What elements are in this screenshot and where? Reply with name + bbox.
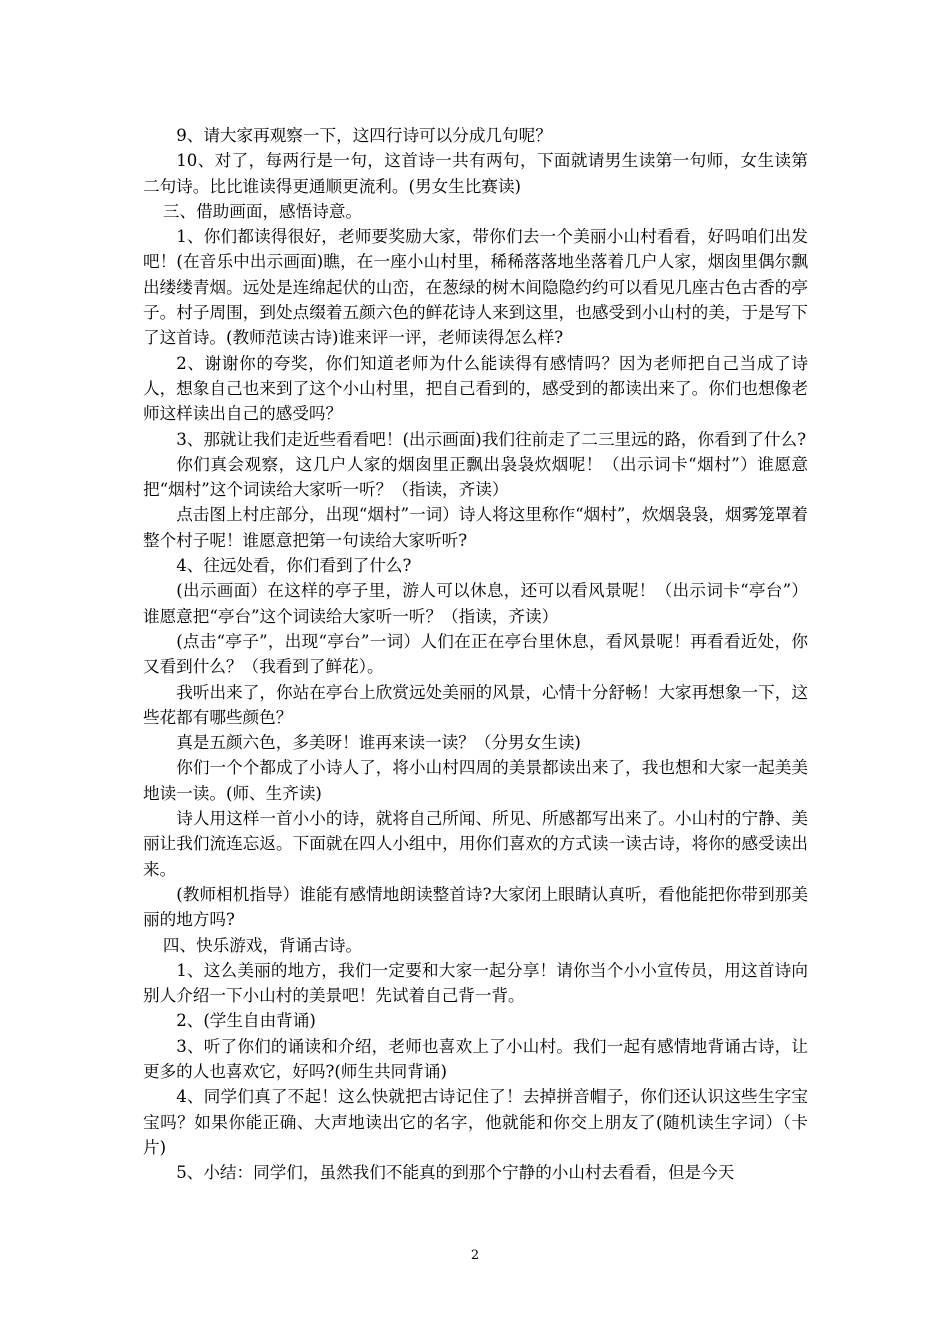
section-heading: 三、借助画面，感悟诗意。 xyxy=(162,201,363,221)
paragraph: (点击“亭子”，出现“亭台”一词）人们在正在亭台里休息，看风景呢！再看看近处，你又看到什么？（我看到了鲜花）。 xyxy=(143,631,808,677)
section-heading: 四、快乐游戏，背诵古诗。 xyxy=(162,935,363,955)
paragraph: (出示画面）在这样的亭子里，游人可以休息，还可以看风景呢！（出示词卡“亭台”）谁愿意把“亭台”这个词读给大家听一听？（指读，齐读） xyxy=(143,581,808,626)
paragraph: 你们真会观察，这几户人家的烟囱里正飘出袅袅炊烟呢！（出示词卡“烟村”）谁愿意把“烟村”这个词读给大家听一听？（指读，齐读） xyxy=(143,454,808,500)
document-body xyxy=(143,123,808,1185)
paragraph: 点击图上村庄部分，出现“烟村”一词）诗人将这里称作“烟村”，炊烟袅袅，烟雾笼罩着整个村子呢！谁愿意把第一句读给大家听听? xyxy=(143,505,808,550)
paragraph: 1、这么美丽的地方，我们一定要和大家一起分享！请你当个小小宣传员，用这首诗向别人介绍一下小山村的美景吧！先试着自己背一背。 xyxy=(143,960,808,1006)
paragraph: 10、对了，每两行是一句，这首诗一共有两句，下面就请男生读第一句师，女生读第二句诗。比比谁读得更通顺更流利。(男女生比赛读) xyxy=(143,151,808,196)
page-number: 2 xyxy=(470,1248,480,1263)
paragraph: 我听出来了，你站在亭台上欣赏远处美丽的风景，心情十分舒畅！大家再想象一下，这些花都有哪些颜色？ xyxy=(143,682,808,727)
paragraph: (教师相机指导）谁能有感情地朗读整首诗?大家闭上眼睛认真听，看他能把你带到那美丽的地方吗? xyxy=(143,884,808,930)
paragraph: 真是五颜六色，多美呀！谁再来读一读？（分男女生读) xyxy=(176,733,581,753)
paragraph: 诗人用这样一首小小的诗，就将自己所闻、所见、所感都写出来了。小山村的宁静、美丽让我们流连忘返。下面就在四人小组中，用你们喜欢的方式读一读古诗，将你的感受读出来。 xyxy=(143,809,808,879)
paragraph: 3、那就让我们走近些看看吧！(出示画面)我们往前走了二三里远的路，你看到了什么? xyxy=(176,429,806,449)
paragraph: 4、同学们真了不起！这么快就把古诗记住了！去掉拼音帽子，你们还认识这些生字宝宝吗？如果你能正确、大声地读出它的名字，他就能和你交上朋友了(随机读生字词）（卡片) xyxy=(143,1087,808,1157)
paragraph: 9、请大家再观察一下，这四行诗可以分成几句呢？ xyxy=(176,126,552,145)
paragraph: 2、谢谢你的夸奖，你们知道老师为什么能读得有感情吗？因为老师把自己当成了诗人，想象自己也来到了这个小山村里，把自己看到的，感受到的都读出来了。你们也想像老师这样读出自己的感受吗？ xyxy=(143,353,808,424)
paragraph: 4、往远处看，你们看到了什么? xyxy=(176,556,412,576)
paragraph: 5、小结：同学们，虽然我们不能真的到那个宁静的小山村去看看，但是今天 xyxy=(176,1163,735,1183)
paragraph: 1、你们都读得很好，老师要奖励大家，带你们去一个美丽小山村看看，好吗咱们出发吧！(在音乐中出示画面)瞧，在一座小山村里，稀稀落落地坐落着几户人家，烟囱里偶尔飘出缕缕青烟。远处是连绵起伏的山峦，在葱绿的树木间隐隐约约可以看见几座古色古香的亭子。村子周围，到处点缀着五颜六色的鲜花诗人来到这里，也感受到小山村的美，于是写下了这首诗。(教师范读古诗)谁来评一评，老师读得怎么样? xyxy=(143,227,808,348)
paragraph: 3、听了你们的诵读和介绍，老师也喜欢上了小山村。我们一起有感情地背诵古诗，让更多的人也喜欢它，好吗?(师生共同背诵) xyxy=(143,1036,808,1081)
paragraph: 2、(学生自由背诵) xyxy=(176,1011,316,1031)
paragraph: 你们一个个都成了小诗人了，将小山村四周的美景都读出来了，我也想和大家一起美美地读一读。(师、生齐读) xyxy=(143,758,808,803)
